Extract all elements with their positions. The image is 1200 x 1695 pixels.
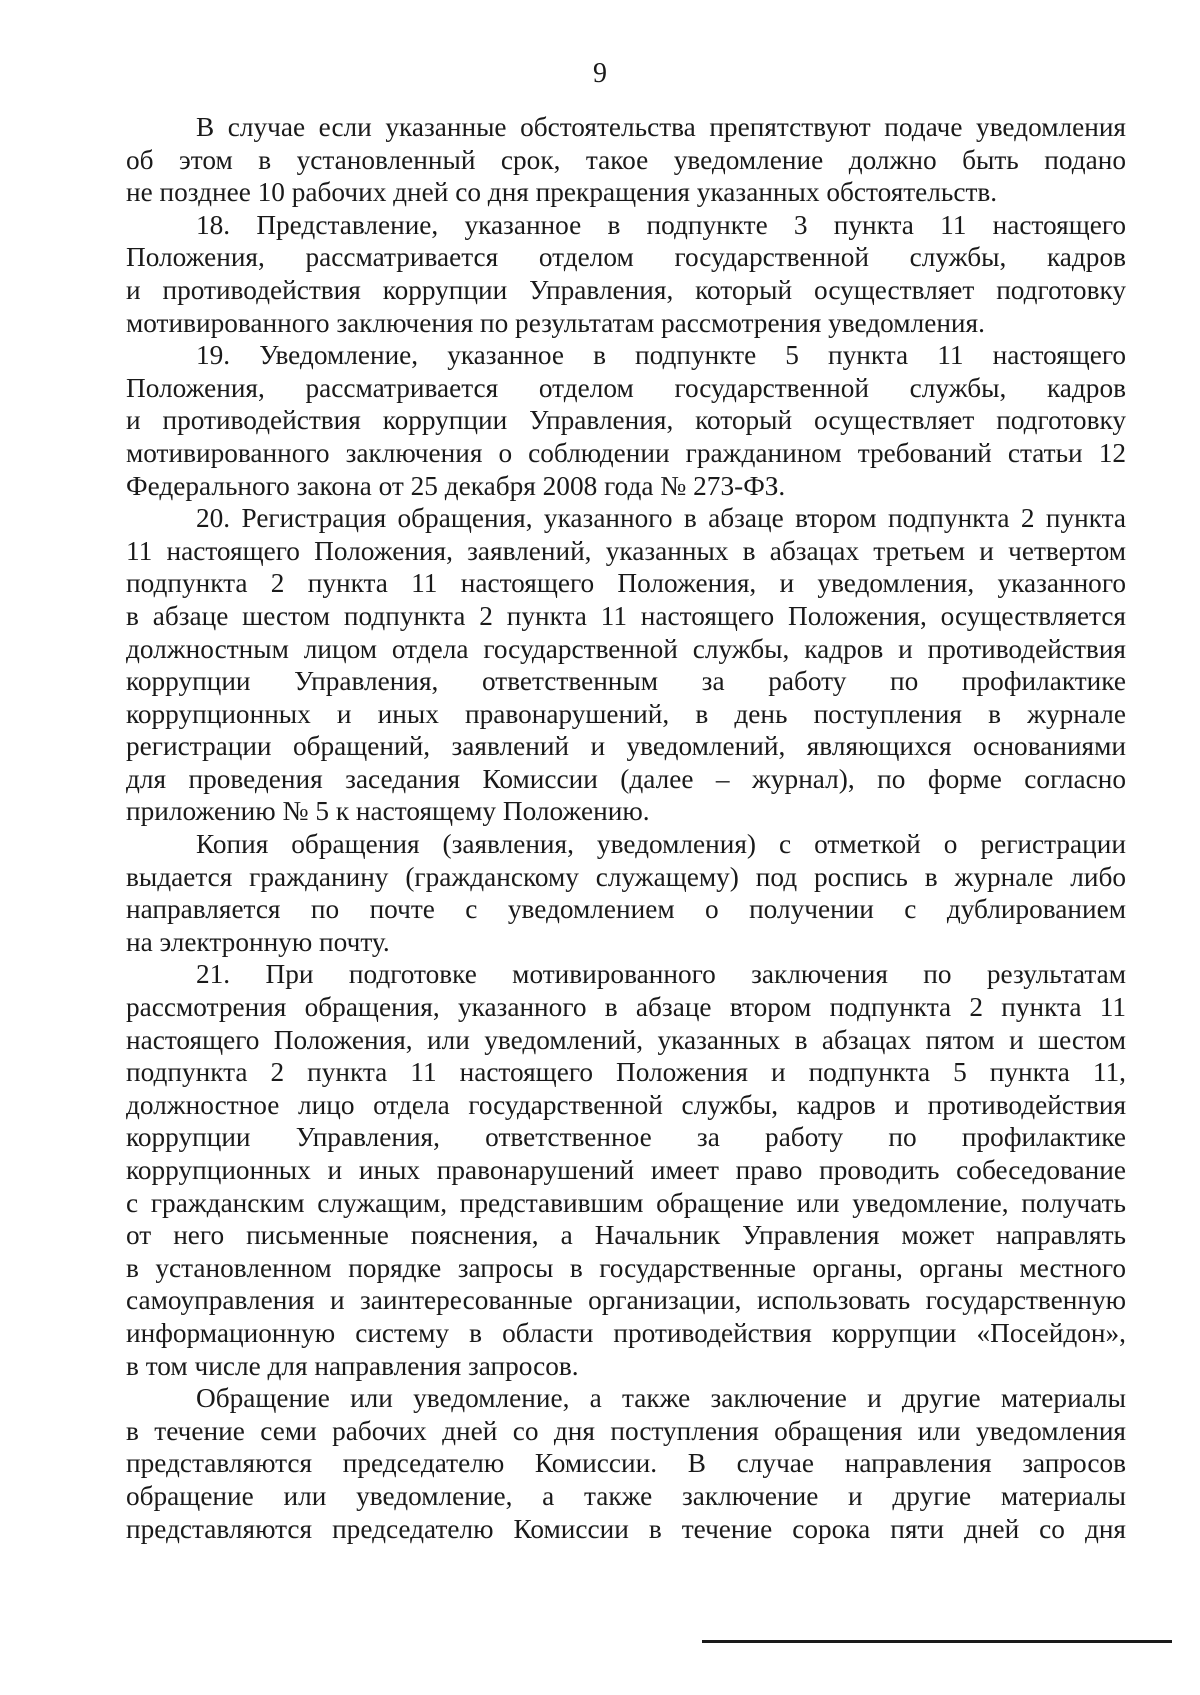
text-line: подпункта 2 пункта 11 настоящего Положения и подпункта 5 пункта 11, bbox=[126, 1057, 1126, 1088]
text-line: обращение или уведомление, а также заключение и другие материалы bbox=[126, 1480, 1126, 1511]
text-line: Копия обращения (заявления, уведомления) с отметкой о регистрации bbox=[196, 829, 1126, 860]
text-line: должностным лицом отдела государственной службы, кадров и противодействия bbox=[126, 633, 1126, 664]
text-line: подпункта 2 пункта 11 настоящего Положения, и уведомления, указанного bbox=[126, 568, 1126, 599]
text-line: и противодействия коррупции Управления, который осуществляет подготовку bbox=[126, 274, 1126, 305]
text-line: выдается гражданину (гражданскому служащему) под роспись в журнале либо bbox=[126, 861, 1126, 892]
text-line: 20. Регистрация обращения, указанного в абзаце втором подпункта 2 пункта bbox=[196, 503, 1126, 534]
text-line: информационную систему в области противодействия коррупции «Посейдон», bbox=[126, 1317, 1126, 1348]
text-line: 11 настоящего Положения, заявлений, указанных в абзацах третьем и четвертом bbox=[126, 535, 1126, 566]
text-line: коррупции Управления, ответственным за работу по профилактике bbox=[126, 666, 1126, 697]
text-line: коррупционных и иных правонарушений имеет право проводить собеседование bbox=[126, 1155, 1126, 1185]
text-line: Положения, рассматривается отделом государственной службы, кадров bbox=[126, 242, 1126, 273]
text-line: направляется по почте с уведомлением о получении с дублированием bbox=[126, 894, 1126, 925]
text-line: самоуправления и заинтересованные организации, использовать государственную bbox=[126, 1285, 1126, 1316]
text-line: и противодействия коррупции Управления, который осуществляет подготовку bbox=[126, 405, 1126, 436]
text-line: в том числе для направления запросов. bbox=[126, 1350, 579, 1381]
text-line: мотивированного заключения о соблюдении гражданином требований статьи 12 bbox=[126, 437, 1126, 468]
text-line: не позднее 10 рабочих дней со дня прекращения указанных обстоятельств. bbox=[126, 177, 998, 208]
text-line: приложению № 5 к настоящему Положению. bbox=[126, 796, 650, 827]
text-line: для проведения заседания Комиссии (далее – журнал), по форме согласно bbox=[126, 763, 1126, 794]
text-line: должностное лицо отдела государственной службы, кадров и противодействия bbox=[126, 1089, 1126, 1120]
text-line: 21. При подготовке мотивированного заключения по результатам bbox=[196, 959, 1126, 990]
text-line: Обращение или уведомление, а также заключение и другие материалы bbox=[196, 1383, 1126, 1414]
text-line: представляются председателю Комиссии в течение сорока пяти дней со дня bbox=[126, 1513, 1126, 1544]
text-line: на электронную почту. bbox=[126, 926, 390, 957]
text-line: в установленном порядке запросы в государственные органы, органы местного bbox=[126, 1252, 1126, 1283]
text-line: В случае если указанные обстоятельства препятствуют подаче уведомления bbox=[196, 112, 1126, 142]
text-line: Положения, рассматривается отделом государственной службы, кадров bbox=[126, 372, 1126, 403]
text-line: в абзаце шестом подпункта 2 пункта 11 настоящего Положения, осуществляется bbox=[126, 600, 1126, 631]
document-body bbox=[126, 111, 1126, 1545]
text-line: об этом в установленный срок, такое уведомление должно быть подано bbox=[126, 144, 1126, 175]
text-line: в течение семи рабочих дней со дня поступления обращения или уведомления bbox=[126, 1415, 1126, 1446]
text-line: 18. Представление, указанное в подпункте 3 пункта 11 настоящего bbox=[196, 209, 1126, 240]
text-line: 19. Уведомление, указанное в подпункте 5 пункта 11 настоящего bbox=[196, 340, 1126, 371]
text-line: коррупции Управления, ответственное за работу по профилактике bbox=[126, 1122, 1126, 1153]
text-line: мотивированного заключения по результатам рассмотрения уведомления. bbox=[126, 307, 985, 338]
text-line: регистрации обращений, заявлений и уведомлений, являющихся основаниями bbox=[126, 731, 1126, 762]
text-line: с гражданским служащим, представившим обращение или уведомление, получать bbox=[126, 1187, 1126, 1218]
text-line: Федерального закона от 25 декабря 2008 года № 273-ФЗ. bbox=[126, 470, 786, 501]
text-line: настоящего Положения, или уведомлений, указанных в абзацах пятом и шестом bbox=[126, 1024, 1126, 1055]
page-number: 9 bbox=[593, 58, 607, 89]
text-line: представляются председателю Комиссии. В случае направления запросов bbox=[126, 1448, 1126, 1479]
text-line: от него письменные пояснения, а Начальник Управления может направлять bbox=[126, 1220, 1126, 1251]
footer-divider bbox=[702, 1640, 1172, 1643]
text-line: рассмотрения обращения, указанного в абзаце втором подпункта 2 пункта 11 bbox=[126, 992, 1126, 1023]
text-line: коррупционных и иных правонарушений, в день поступления в журнале bbox=[126, 698, 1126, 729]
